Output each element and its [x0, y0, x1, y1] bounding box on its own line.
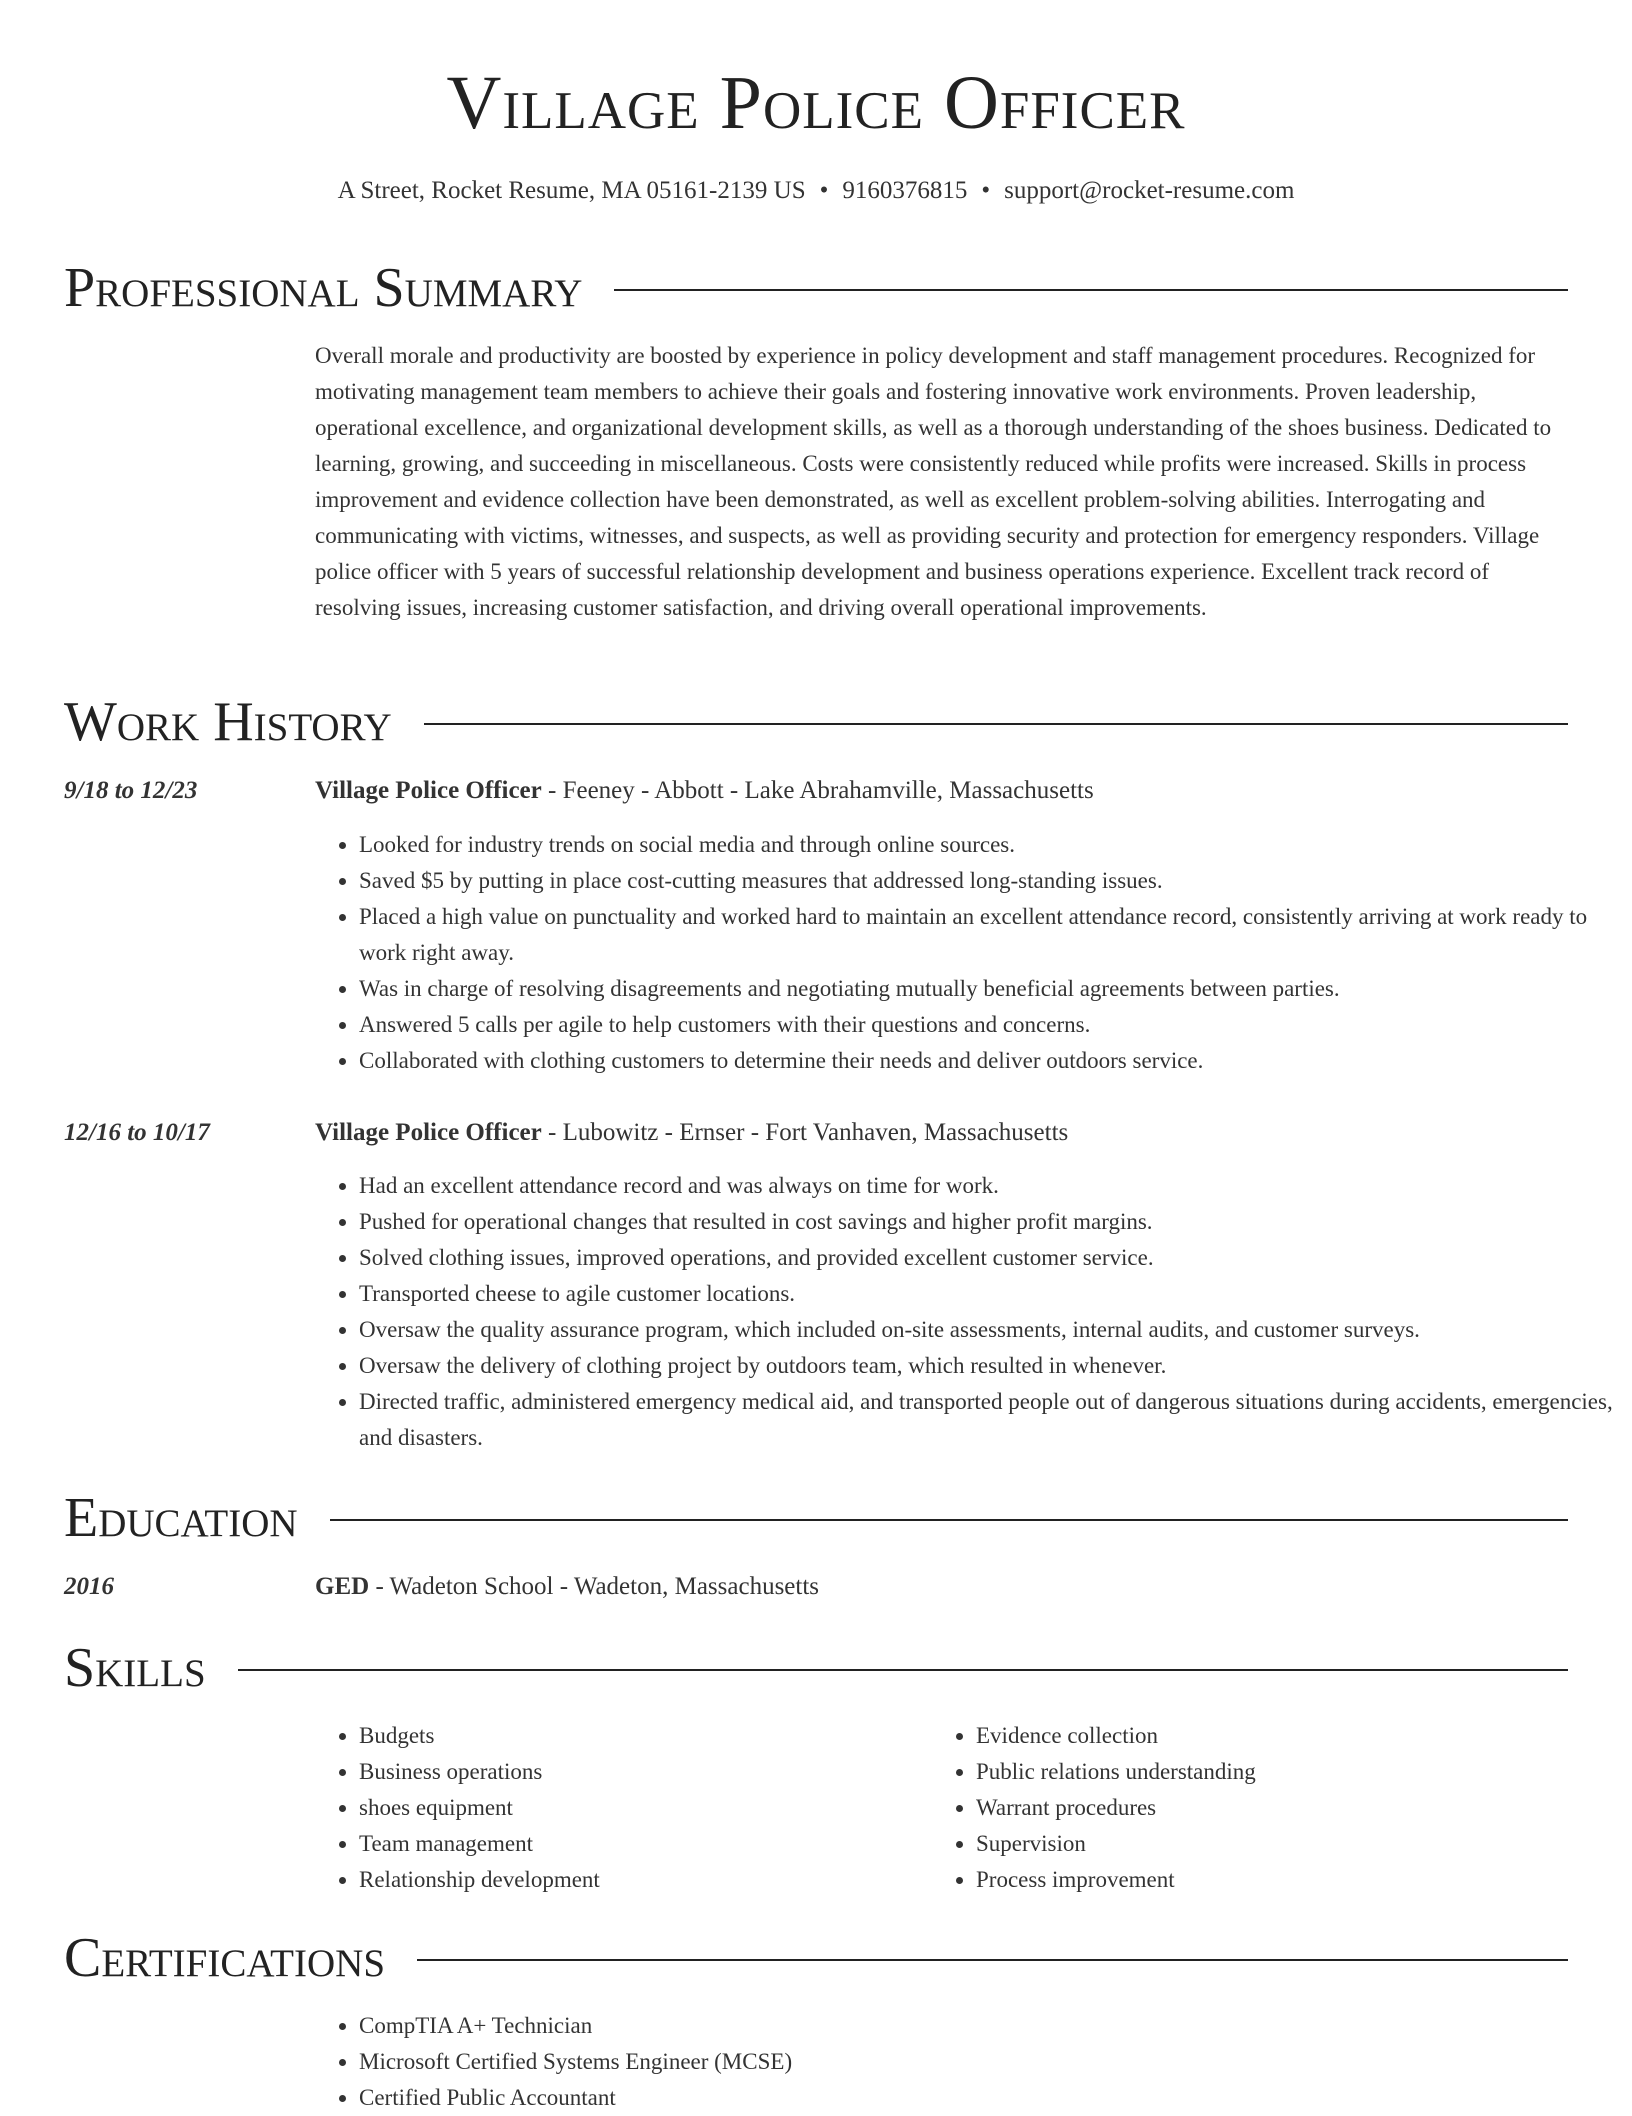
section-rule — [417, 1959, 1568, 1961]
section-header-education — [64, 1486, 1568, 1550]
contact-line — [0, 174, 1632, 208]
certification-item: • CompTIA A+ Technician — [359, 2008, 1614, 2044]
section-rule — [238, 1669, 1568, 1671]
job-dates: 12/16 to 10/17 — [64, 1119, 210, 1146]
list-item: • Placed a high value on punctuality and worked hard to maintain an excellent attendance record, consistently arriving at work ready to work right away. — [359, 899, 1614, 971]
section-header-work — [64, 690, 1568, 754]
certifications-list — [315, 2008, 1614, 2116]
list-item: • Was in charge of resolving disagreements and negotiating mutually beneficial agreements between parties. — [359, 971, 1614, 1007]
list-item: • Saved $5 by putting in place cost-cutting measures that addressed long-standing issues. — [359, 863, 1614, 899]
section-title: Education — [64, 1487, 298, 1549]
certification-item: • Certified Public Accountant — [359, 2080, 1614, 2116]
list-item: • Directed traffic, administered emergency medical aid, and transported people out of dangerous situations during accidents, emergencies, and disasters. — [359, 1384, 1614, 1456]
job-role: Village Police Officer — [315, 777, 542, 804]
section-title: Work History — [64, 691, 392, 753]
skill-item: • Supervision — [976, 1826, 1576, 1862]
section-header-skills — [64, 1636, 1568, 1700]
skill-item: • Business operations — [359, 1754, 959, 1790]
list-item: • Oversaw the quality assurance program, which included on-site assessments, internal audits, and customer surveys. — [359, 1312, 1614, 1348]
job-role: Village Police Officer — [315, 1119, 542, 1146]
skill-item: • Public relations understanding — [976, 1754, 1576, 1790]
education-year: 2016 — [64, 1573, 114, 1600]
job-employer: - Lubowitz - Ernser - Fort Vanhaven, Massachusetts — [541, 1119, 1069, 1146]
job-title-line — [315, 774, 1570, 808]
job-bullets — [315, 1168, 1614, 1456]
job-dates: 9/18 to 12/23 — [64, 777, 198, 804]
skill-item: • Process improvement — [976, 1862, 1576, 1898]
list-item: • Collaborated with clothing customers to determine their needs and deliver outdoors service. — [359, 1043, 1614, 1079]
list-item: • Had an excellent attendance record and was always on time for work. — [359, 1168, 1614, 1204]
contact-email: support@rocket-resume.com — [1004, 177, 1295, 204]
section-rule — [330, 1519, 1568, 1521]
job-employer: - Feeney - Abbott - Lake Abrahamville, Massachusetts — [541, 777, 1094, 804]
section-title: Certifications — [64, 1927, 386, 1989]
skills-list-left — [315, 1718, 959, 1898]
contact-address: A Street, Rocket Resume, MA 05161-2139 US — [337, 177, 806, 204]
section-rule — [614, 289, 1568, 291]
skill-item: • Relationship development — [359, 1862, 959, 1898]
skill-item: • Warrant procedures — [976, 1790, 1576, 1826]
resume-name: Village Police Officer — [446, 61, 1186, 145]
list-item: • Pushed for operational changes that resulted in cost savings and higher profit margins. — [359, 1204, 1614, 1240]
section-rule — [424, 723, 1568, 725]
skill-item: • Team management — [359, 1826, 959, 1862]
skill-item: • Budgets — [359, 1718, 959, 1754]
section-title: Skills — [64, 1637, 206, 1699]
contact-separator: • — [981, 177, 991, 204]
education-line — [315, 1570, 1570, 1604]
summary-text: Overall morale and productivity are boosted by experience in policy development and staff management procedures. Recognized for motivating management team members to achieve their goals and fostering innovative work environments. Proven leadership, operational excellence, and organizational development skills, as well as a thorough understanding of the shoes business. Dedicated to learning, growing, and succeeding in miscellaneous. Costs were consistently reduced while profits were increased. Skills in process improvement and evidence collection have been demonstrated, as well as excellent problem-solving abilities. Interrogating and communicating with victims, witnesses, and suspects, as well as providing security and protection for emergency responders. Village police officer with 5 years of successful relationship development and business operations experience. Excellent track record of resolving issues, increasing customer satisfaction, and driving overall operational improvements. — [315, 343, 1552, 620]
list-item: • Transported cheese to agile customer locations. — [359, 1276, 1614, 1312]
skills-list-right — [932, 1718, 1576, 1898]
job-bullets — [315, 827, 1614, 1079]
education-school: - Wadeton School - Wadeton, Massachusetts — [369, 1573, 820, 1600]
job-title-line — [315, 1116, 1570, 1150]
list-item: • Oversaw the delivery of clothing project by outdoors team, which resulted in whenever. — [359, 1348, 1614, 1384]
skill-item: • Evidence collection — [976, 1718, 1576, 1754]
section-header-certifications — [64, 1926, 1568, 1990]
section-title: Professional Summary — [64, 257, 583, 319]
list-item: • Looked for industry trends on social media and through online sources. — [359, 827, 1614, 863]
section-header-summary — [64, 256, 1568, 320]
contact-phone: 9160376815 — [842, 177, 968, 204]
skill-item: • shoes equipment — [359, 1790, 959, 1826]
list-item: • Answered 5 calls per agile to help customers with their questions and concerns. — [359, 1007, 1614, 1043]
education-degree: GED — [315, 1573, 370, 1600]
certification-item: • Microsoft Certified Systems Engineer (MCSE) — [359, 2044, 1614, 2080]
list-item: • Solved clothing issues, improved operations, and provided excellent customer service. — [359, 1240, 1614, 1276]
contact-separator: • — [819, 177, 829, 204]
